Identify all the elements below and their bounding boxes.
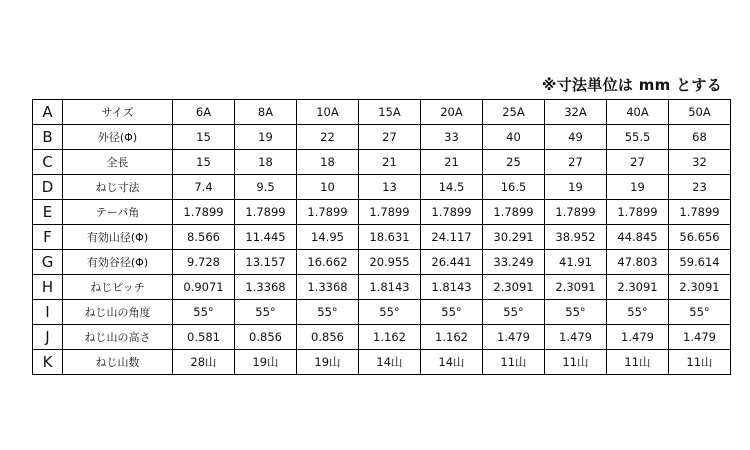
table-cell: 22 <box>297 125 359 150</box>
table-cell: 1.162 <box>421 325 483 350</box>
table-cell: 19山 <box>297 350 359 375</box>
row-label: 外径(Φ) <box>63 125 173 150</box>
row-label: ねじ寸法 <box>63 175 173 200</box>
table-cell: 44.845 <box>607 225 669 250</box>
table-cell: 28山 <box>173 350 235 375</box>
table-cell: 55° <box>297 300 359 325</box>
table-cell: 1.7899 <box>173 200 235 225</box>
table-cell: 16.662 <box>297 250 359 275</box>
table-cell: 2.3091 <box>545 275 607 300</box>
table-cell: 0.856 <box>297 325 359 350</box>
table-cell: 24.117 <box>421 225 483 250</box>
table-cell: 50A <box>669 100 731 125</box>
row-letter: F <box>33 225 63 250</box>
table-cell: 19 <box>545 175 607 200</box>
table-cell: 1.3368 <box>235 275 297 300</box>
table-cell: 1.8143 <box>421 275 483 300</box>
table-cell: 55° <box>235 300 297 325</box>
row-letter: C <box>33 150 63 175</box>
table-cell: 14.95 <box>297 225 359 250</box>
row-label: ねじ山の角度 <box>63 300 173 325</box>
table-cell: 38.952 <box>545 225 607 250</box>
table-cell: 55° <box>607 300 669 325</box>
table-cell: 1.162 <box>359 325 421 350</box>
table-cell: 15 <box>173 125 235 150</box>
table-cell: 27 <box>359 125 421 150</box>
row-label: サイズ <box>63 100 173 125</box>
table-cell: 1.479 <box>607 325 669 350</box>
table-cell: 19 <box>607 175 669 200</box>
table-cell: 1.7899 <box>359 200 421 225</box>
table-cell: 15 <box>173 150 235 175</box>
table-row <box>33 100 731 125</box>
unit-note: ※寸法単位は mm とする <box>541 76 722 94</box>
table-cell: 11山 <box>607 350 669 375</box>
row-letter: A <box>33 100 63 125</box>
table-cell: 21 <box>359 150 421 175</box>
table-cell: 11山 <box>545 350 607 375</box>
table-cell: 2.3091 <box>483 275 545 300</box>
table-row <box>33 275 731 300</box>
row-label: ねじ山の高さ <box>63 325 173 350</box>
table-cell: 11山 <box>669 350 731 375</box>
table-cell: 19山 <box>235 350 297 375</box>
table-cell: 6A <box>173 100 235 125</box>
row-label: ねじピッチ <box>63 275 173 300</box>
table-cell: 11山 <box>483 350 545 375</box>
spec-table-body <box>33 100 731 375</box>
table-cell: 0.9071 <box>173 275 235 300</box>
row-letter: D <box>33 175 63 200</box>
table-cell: 1.7899 <box>483 200 545 225</box>
table-cell: 32 <box>669 150 731 175</box>
table-cell: 1.7899 <box>669 200 731 225</box>
table-cell: 55° <box>173 300 235 325</box>
table-row <box>33 225 731 250</box>
table-cell: 1.8143 <box>359 275 421 300</box>
table-cell: 1.7899 <box>297 200 359 225</box>
table-cell: 18 <box>235 150 297 175</box>
spec-table <box>32 99 731 375</box>
table-cell: 55° <box>359 300 421 325</box>
table-row <box>33 125 731 150</box>
table-cell: 10A <box>297 100 359 125</box>
table-row <box>33 175 731 200</box>
table-cell: 23 <box>669 175 731 200</box>
table-cell: 19 <box>235 125 297 150</box>
table-cell: 56.656 <box>669 225 731 250</box>
table-cell: 27 <box>607 150 669 175</box>
row-label: ねじ山数 <box>63 350 173 375</box>
table-cell: 11.445 <box>235 225 297 250</box>
table-cell: 30.291 <box>483 225 545 250</box>
table-cell: 14山 <box>421 350 483 375</box>
table-cell: 55° <box>483 300 545 325</box>
row-letter: K <box>33 350 63 375</box>
row-label: テーパ角 <box>63 200 173 225</box>
table-cell: 55° <box>421 300 483 325</box>
table-cell: 21 <box>421 150 483 175</box>
table-cell: 25A <box>483 100 545 125</box>
table-cell: 9.5 <box>235 175 297 200</box>
table-cell: 26.441 <box>421 250 483 275</box>
table-cell: 33 <box>421 125 483 150</box>
row-label: 有効山径(Φ) <box>63 225 173 250</box>
table-row <box>33 350 731 375</box>
row-letter: B <box>33 125 63 150</box>
table-cell: 1.7899 <box>235 200 297 225</box>
table-cell: 25 <box>483 150 545 175</box>
table-cell: 1.7899 <box>607 200 669 225</box>
row-letter: J <box>33 325 63 350</box>
row-label: 有効谷径(Φ) <box>63 250 173 275</box>
row-letter: E <box>33 200 63 225</box>
table-cell: 8A <box>235 100 297 125</box>
table-cell: 41.91 <box>545 250 607 275</box>
row-letter: H <box>33 275 63 300</box>
table-cell: 40A <box>607 100 669 125</box>
table-cell: 40 <box>483 125 545 150</box>
table-row <box>33 300 731 325</box>
table-cell: 14山 <box>359 350 421 375</box>
table-cell: 55.5 <box>607 125 669 150</box>
table-cell: 59.614 <box>669 250 731 275</box>
table-cell: 20A <box>421 100 483 125</box>
table-cell: 13 <box>359 175 421 200</box>
table-cell: 15A <box>359 100 421 125</box>
table-cell: 0.581 <box>173 325 235 350</box>
table-cell: 0.856 <box>235 325 297 350</box>
table-cell: 1.7899 <box>545 200 607 225</box>
table-cell: 2.3091 <box>607 275 669 300</box>
table-cell: 47.803 <box>607 250 669 275</box>
table-cell: 20.955 <box>359 250 421 275</box>
row-label: 全長 <box>63 150 173 175</box>
table-cell: 10 <box>297 175 359 200</box>
row-letter: G <box>33 250 63 275</box>
table-cell: 13.157 <box>235 250 297 275</box>
table-cell: 9.728 <box>173 250 235 275</box>
table-row <box>33 150 731 175</box>
table-row <box>33 250 731 275</box>
table-cell: 33.249 <box>483 250 545 275</box>
table-cell: 55° <box>545 300 607 325</box>
table-cell: 32A <box>545 100 607 125</box>
table-cell: 18.631 <box>359 225 421 250</box>
table-cell: 7.4 <box>173 175 235 200</box>
table-cell: 18 <box>297 150 359 175</box>
table-cell: 14.5 <box>421 175 483 200</box>
table-cell: 1.3368 <box>297 275 359 300</box>
table-cell: 1.479 <box>669 325 731 350</box>
row-letter: I <box>33 300 63 325</box>
table-cell: 2.3091 <box>669 275 731 300</box>
table-row <box>33 200 731 225</box>
table-cell: 8.566 <box>173 225 235 250</box>
table-cell: 27 <box>545 150 607 175</box>
table-cell: 55° <box>669 300 731 325</box>
table-cell: 1.479 <box>483 325 545 350</box>
table-row <box>33 325 731 350</box>
table-cell: 1.479 <box>545 325 607 350</box>
table-cell: 68 <box>669 125 731 150</box>
table-cell: 49 <box>545 125 607 150</box>
table-cell: 1.7899 <box>421 200 483 225</box>
table-cell: 16.5 <box>483 175 545 200</box>
